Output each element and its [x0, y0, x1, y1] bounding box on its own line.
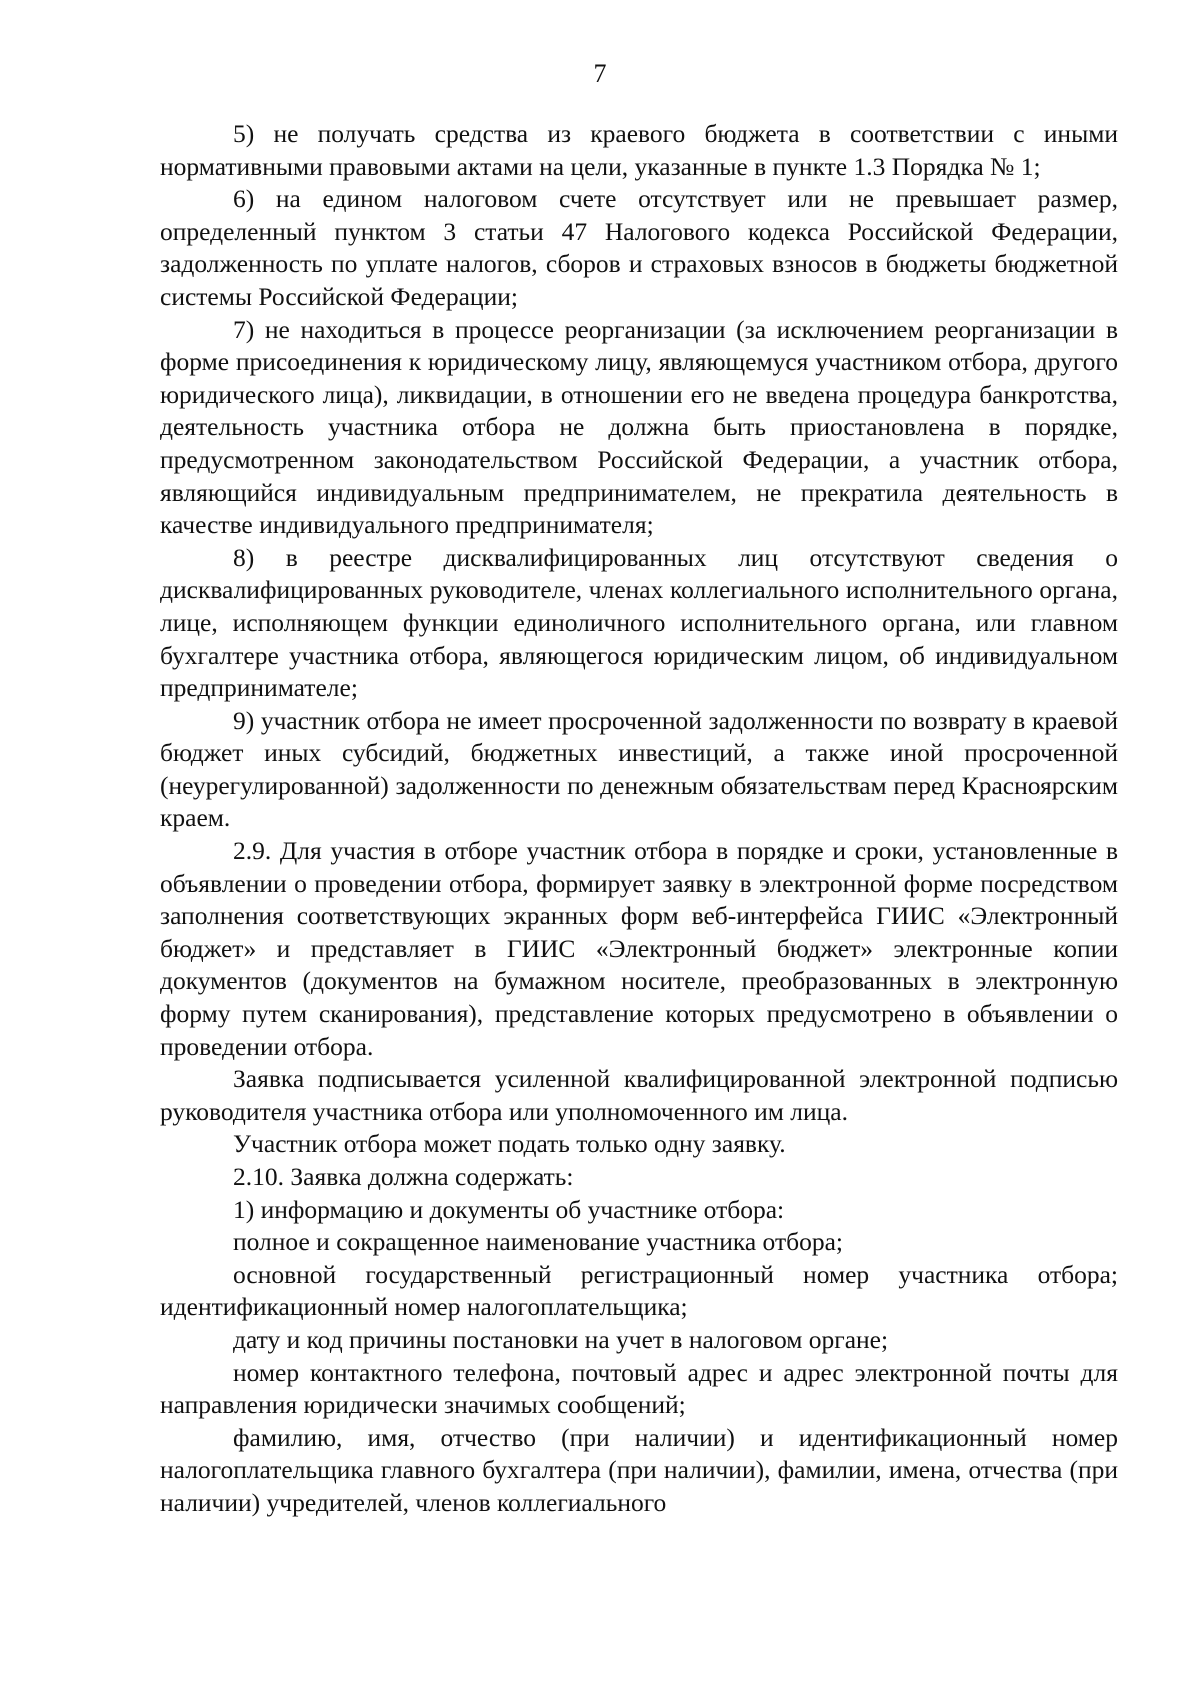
paragraph-2-9: 2.9. Для участия в отборе участник отбора в порядке и сроки, установленные в объявлении о проведении отбора, формирует заявку в электронной форме посредством заполнения соответствующих экранных форм веб-интерфейса ГИИС «Электронный бюджет» и представляет в ГИИС «Электронный бюджет» электронные копии документов (документов на бумажном носителе, преобразованных в электронную форму путем сканирования), представление которых предусмотрено в объявлении о проведении отбора. — [160, 836, 1118, 1061]
paragraph-item-5: 5) не получать средства из краевого бюджета в соответствии с иными нормативными правовыми актами на цели, указанные в пункте 1.3 Порядка № 1; — [160, 119, 1118, 181]
paragraph-one-application: Участник отбора может подать только одну заявку. — [233, 1129, 786, 1159]
paragraph-item-8: 8) в реестре дисквалифицированных лиц отсутствуют сведения о дисквалифицированных руководителе, членах коллегиального исполнительного органа, лице, исполняющем функции единоличного исполнительного органа, или главном бухгалтере участника отбора, являющегося юридическим лицом, об индивидуальном предпринимателе; — [160, 542, 1118, 703]
paragraph-item-6: 6) на едином налоговом счете отсутствует или не превышает размер, определенный пунктом 3 статьи 47 Налогового кодекса Российской Федерации, задолженность по уплате налогов, сборов и страховых взносов в бюджеты бюджетной системы Российской Федерации; — [160, 184, 1118, 311]
paragraph-registration-date: дату и код причины постановки на учет в налоговом органе; — [233, 1324, 889, 1354]
document-body — [160, 118, 1118, 1520]
paragraph-accountant: фамилию, имя, отчество (при наличии) и идентификационный номер налогоплательщика главного бухгалтера (при наличии), фамилии, имена, отчества (при наличии) учредителей, членов коллегиального — [160, 1422, 1118, 1517]
paragraph-item-9: 9) участник отбора не имеет просроченной задолженности по возврату в краевой бюджет иных субсидий, бюджетных инвестиций, а также иной просроченной (неурегулированной) задолженности по денежным обязательствам перед Красноярским краем. — [160, 705, 1118, 833]
page-number: 7 — [593, 59, 607, 88]
paragraph-item-7: 7) не находиться в процессе реорганизации (за исключением реорганизации в форме присоединения к юридическому лицу, являющемуся участником отбора, другого юридического лица), ликвидации, в отношении его не введена процедура банкротства, деятельность участника отбора не должна быть приостановлена в порядке, предусмотренном законодательством Российской Федерации, а участник отбора, являющийся индивидуальным предпринимателем, не прекратила деятельность в качестве индивидуального предпринимателя; — [160, 314, 1118, 540]
paragraph-ogrn-inn: основной государственный регистрационный номер участника отбора; идентификационный номер налогоплательщика; — [160, 1259, 1118, 1322]
paragraph-contacts: номер контактного телефона, почтовый адрес и адрес электронной почты для направления юридически значимых сообщений; — [160, 1357, 1118, 1420]
paragraph-signature: Заявка подписывается усиленной квалифицированной электронной подписью руководителя участника отбора или уполномоченного им лица. — [160, 1064, 1118, 1126]
paragraph-2-10-item-1: 1) информацию и документы об участнике отбора: — [233, 1194, 785, 1224]
paragraph-2-10: 2.10. Заявка должна содержать: — [233, 1162, 574, 1191]
paragraph-full-name: полное и сокращенное наименование участника отбора; — [233, 1227, 843, 1257]
